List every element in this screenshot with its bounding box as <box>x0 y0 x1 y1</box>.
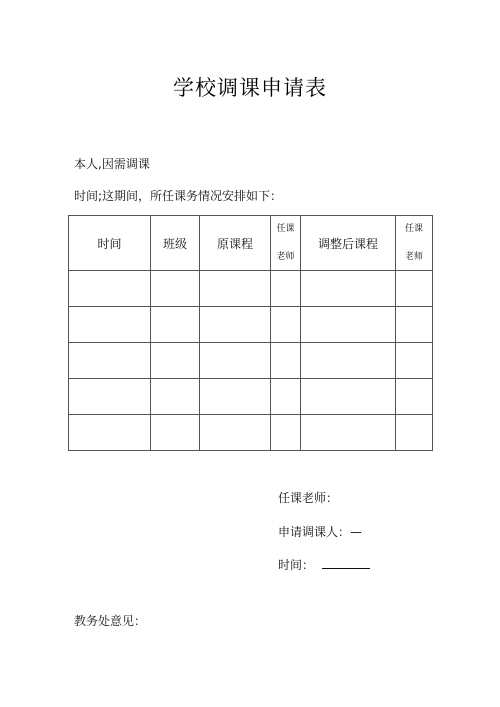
header-original-course: 原课程 <box>200 216 271 271</box>
table-cell[interactable] <box>271 415 301 451</box>
table-row <box>69 415 433 451</box>
table-cell[interactable] <box>271 379 301 415</box>
table-cell[interactable] <box>151 379 200 415</box>
table-header-row <box>69 216 433 271</box>
table-cell[interactable] <box>271 343 301 379</box>
table-row <box>69 343 433 379</box>
table-cell[interactable] <box>200 415 271 451</box>
signature-time-label: 时间： <box>278 558 315 572</box>
table-cell[interactable] <box>69 379 151 415</box>
table-row <box>69 379 433 415</box>
header-teacher-2-bottom: 老师 <box>404 252 423 262</box>
table-cell[interactable] <box>151 343 200 379</box>
table-cell[interactable] <box>69 307 151 343</box>
table-row <box>69 307 433 343</box>
table-cell[interactable] <box>200 271 271 307</box>
header-teacher-2-top: 任课 <box>404 224 423 234</box>
table-cell[interactable] <box>301 415 396 451</box>
time-fill-line[interactable] <box>322 557 370 569</box>
table-cell[interactable] <box>69 343 151 379</box>
header-adjusted-course: 调整后课程 <box>301 216 396 271</box>
header-teacher-1-top: 任课 <box>276 224 295 234</box>
schedule-table <box>68 215 433 451</box>
applicant-signature-label: 申请调课人：— <box>278 525 363 539</box>
teacher-signature-label: 任课老师： <box>278 491 339 505</box>
table-cell[interactable] <box>301 271 396 307</box>
table-cell[interactable] <box>396 307 433 343</box>
table-cell[interactable] <box>301 307 396 343</box>
table-row <box>69 271 433 307</box>
table-cell[interactable] <box>151 271 200 307</box>
table-cell[interactable] <box>396 379 433 415</box>
table-cell[interactable] <box>396 343 433 379</box>
intro-line-2: 时间;这期间，所任课务情况安排如下： <box>74 189 283 203</box>
table-cell[interactable] <box>271 271 301 307</box>
table-cell[interactable] <box>69 271 151 307</box>
table-cell[interactable] <box>301 379 396 415</box>
office-opinion-label: 教务处意见： <box>74 614 147 628</box>
table-cell[interactable] <box>301 343 396 379</box>
table-cell[interactable] <box>200 343 271 379</box>
intro-line-1: 本人,因需调课 <box>74 157 150 171</box>
page-title: 学校调课申请表 <box>173 76 327 100</box>
table-cell[interactable] <box>69 415 151 451</box>
table-cell[interactable] <box>271 307 301 343</box>
table-cell[interactable] <box>396 271 433 307</box>
table-cell[interactable] <box>396 415 433 451</box>
signature-time-row <box>278 556 370 573</box>
table-cell[interactable] <box>200 307 271 343</box>
table-cell[interactable] <box>151 415 200 451</box>
header-class: 班级 <box>151 216 200 271</box>
header-time: 时间 <box>69 216 151 271</box>
header-teacher-1-bottom: 老师 <box>276 252 295 262</box>
table-cell[interactable] <box>200 379 271 415</box>
table-cell[interactable] <box>151 307 200 343</box>
header-teacher-2 <box>396 216 433 271</box>
header-teacher-1 <box>271 216 301 271</box>
